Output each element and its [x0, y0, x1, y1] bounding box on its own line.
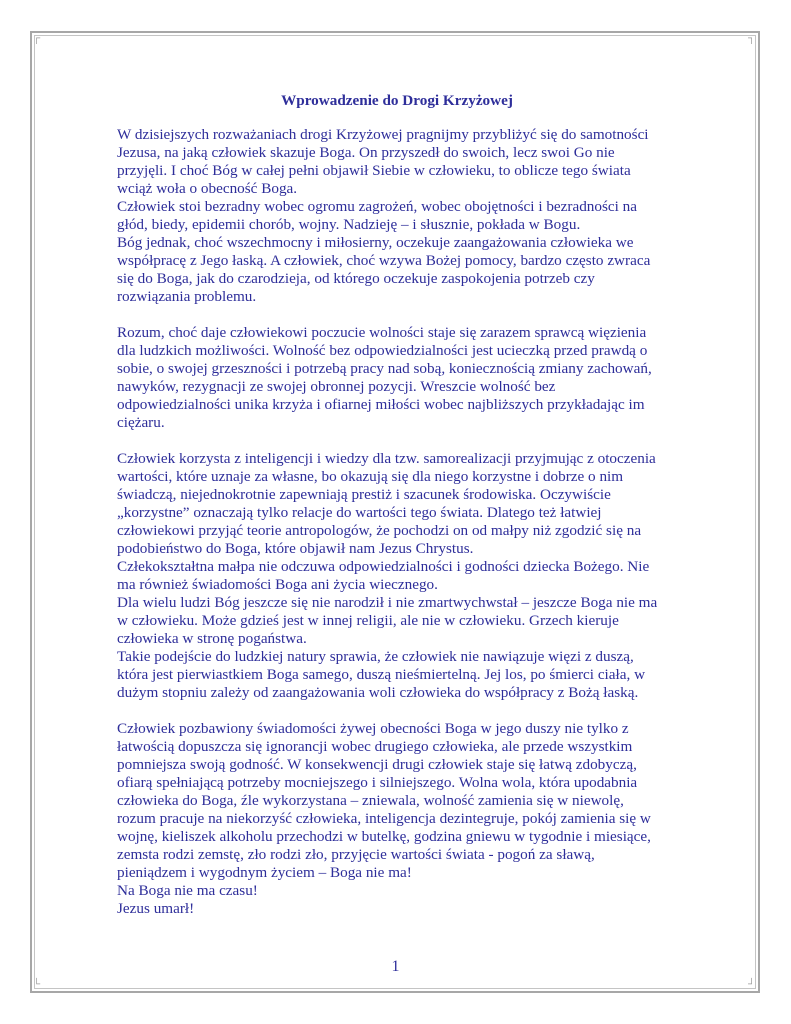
text-line: Człekokształtna małpa nie odczuwa odpowiedzialności i godności dziecka Bożego. Nie — [117, 558, 650, 575]
text-line: w człowieku. Może gdzieś jest w innej religii, ale nie w człowieku. Grzech kieruje — [117, 612, 619, 629]
text-line: wciąż woła o obecność Boga. — [117, 180, 298, 197]
text-line: dla ludzkich możliwości. Wolność bez odpowiedzialności jest ucieczką przed prawdą o — [117, 342, 648, 359]
paragraph — [117, 324, 677, 432]
text-line: podobieństwo do Boga, które objawił nam Jezus Chrystus. — [117, 540, 474, 557]
text-line: rozwiązania problemu. — [117, 288, 257, 305]
text-line: Takie podejście do ludzkiej natury sprawia, że człowiek nie nawiązuje więzi z duszą, — [117, 648, 634, 665]
page-number: 1 — [391, 958, 400, 975]
text-line: Człowiek pozbawiony świadomości żywej obecności Boga w jego duszy nie tylko z — [117, 720, 629, 737]
document-body — [117, 92, 677, 936]
text-line: współpracę z Jego łaską. A człowiek, choć wzywa Bożej pomocy, bardzo często zwraca — [117, 252, 651, 269]
text-line: ofiarą spełniającą potrzeby mocniejszego i silniejszego. Wolna wola, która upodabnia — [117, 774, 638, 791]
text-line: Człowiek korzysta z inteligencji i wiedzy dla tzw. samorealizacji przyjmując z otoczenia — [117, 450, 656, 467]
text-line: wojnę, kieliszek alkoholu przechodzi w butelkę, godzina gniewu w tygodnie i miesiące, — [117, 828, 651, 845]
text-line: się do Boga, jak do czarodzieja, od którego oczekuje zaspokojenia potrzeb czy — [117, 270, 595, 287]
text-line: Jezus umarł! — [117, 900, 195, 917]
document-title: Wprowadzenie do Drogi Krzyżowej — [281, 92, 513, 109]
text-line: odpowiedzialności unika krzyża i ofiarnej miłości wobec najbliższych przykładając im — [117, 396, 645, 413]
text-line: Rozum, choć daje człowiekowi poczucie wolności staje się zarazem sprawcą więzienia — [117, 324, 647, 341]
corner-ornament-top-left: ┌ — [33, 33, 41, 44]
text-line: W dzisiejszych rozważaniach drogi Krzyżowej pragnijmy przybliżyć się do samotności — [117, 126, 649, 143]
text-line: sobie, o swojej grzeszności i potrzebą pracy nad sobą, koniecznością zmiany zachowań, — [117, 360, 652, 377]
text-line: „korzystne” oznaczają tylko relacje do wartości tego świata. Dlatego też łatwiej — [117, 504, 602, 521]
text-line: głód, biedy, epidemii chorób, wojny. Nadzieję – i słusznie, pokłada w Bogu. — [117, 216, 581, 233]
text-line: rozum pracuje na niekorzyść człowieka, inteligencja dezintegruje, pokój zamienia się w — [117, 810, 651, 827]
text-line: ma również świadomości Boga ani życia wiecznego. — [117, 576, 438, 593]
text-line: Człowiek stoi bezradny wobec ogromu zagrożeń, wobec obojętności i bezradności na — [117, 198, 637, 215]
text-line: człowieka do Boga, źle wykorzystana – zniewala, wolność zamienia się w niewolę, — [117, 792, 624, 809]
text-line: przyjęli. I choć Bóg w całej pełni objawił Siebie w człowieku, to oblicze tego świata — [117, 162, 631, 179]
text-line: nawyków, rezygnacji ze swojej obronnej pozycji. Wreszcie wolność bez — [117, 378, 556, 395]
text-line: ciężaru. — [117, 414, 165, 431]
text-line: Na Boga nie ma czasu! — [117, 882, 258, 899]
text-line: wartości, które uznaje za własne, bo okazują się dla niego korzystne i dobrze o nim — [117, 468, 624, 485]
text-line: człowiekowi przyjąć teorie antropologów, że pochodzi on od małpy niż zgodzić się na — [117, 522, 642, 539]
text-line: pomniejsza swoją godność. W konsekwencji drugi człowiek staje się łatwą zdobyczą, — [117, 756, 637, 773]
text-line: świadczą, niejednokrotnie zapewniają prestiż i szacunek środowiska. Oczywiście — [117, 486, 611, 503]
text-line: pieniądzem i wygodnym życiem – Boga nie ma! — [117, 864, 412, 881]
text-line: łatwością dopuszcza się ignorancji wobec drugiego człowieka, ale przede wszystkim — [117, 738, 633, 755]
text-line: która jest pierwiastkiem Boga samego, duszą nieśmiertelną. Jej los, po śmierci ciała, w — [117, 666, 646, 683]
text-line: Jezusa, na jaką człowiek skazuje Boga. On przyszedł do swoich, lecz swoi Go nie — [117, 144, 615, 161]
paragraph-list — [117, 126, 677, 918]
text-line: człowieka w stronę pogaństwa. — [117, 630, 307, 647]
paragraph — [117, 720, 677, 918]
text-line: Bóg jednak, choć wszechmocny i miłosierny, oczekuje zaangażowania człowieka we — [117, 234, 634, 251]
text-line: dużym stopniu zależy od zaangażowania woli człowieka do współpracy z Bożą łaską. — [117, 684, 639, 701]
text-line: zemsta rodzi zemstę, zło rodzi zło, przyjęcie wartości świata - pogoń za sławą, — [117, 846, 595, 863]
text-line: Dla wielu ludzi Bóg jeszcze się nie narodził i nie zmartwychwstał – jeszcze Boga nie ma — [117, 594, 658, 611]
corner-ornament-top-right: ┐ — [748, 33, 756, 44]
paragraph — [117, 450, 677, 702]
paragraph — [117, 126, 677, 306]
corner-ornament-bottom-left: └ — [33, 979, 41, 990]
corner-ornament-bottom-right: ┘ — [748, 979, 756, 990]
